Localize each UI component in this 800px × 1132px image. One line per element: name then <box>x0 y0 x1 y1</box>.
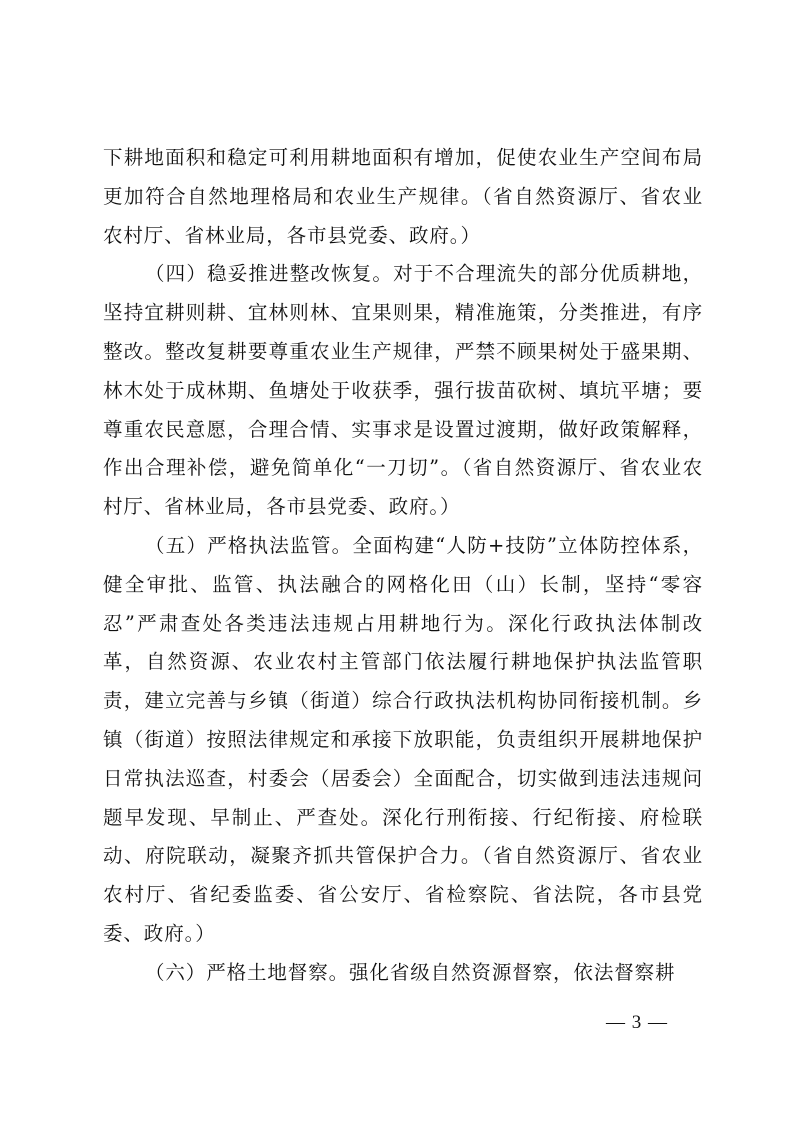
paragraph-body: 对于不合理流失的部分优质耕地，坚持宜耕则耕、宜林则林、宜果则果，精准施策，分类推进，有序整改。整改复耕要尊重农业生产规律，严禁不顾果树处于盛果期、林木处于成林期、鱼塘处于收获季，强行拔苗砍树、填坑平塘；要尊重农民意愿，合理合情、实事求是设置过渡期，做好政策解释，作出合理补偿，避免简单化“一刀切”。（省自然资源厅、省农业农村厅、省林业局，各市县党委、政府。） <box>103 262 703 519</box>
section-heading: （五）严格执法监管。 <box>145 533 353 557</box>
paragraph-section-4 <box>103 255 703 527</box>
section-heading: （六）严格土地督察。 <box>145 960 350 984</box>
paragraph-section-5 <box>103 527 703 954</box>
section-heading: （四）稳妥推进整改恢复。 <box>145 262 394 286</box>
page-number: — 3 — <box>606 1012 668 1033</box>
paragraph-continuation <box>103 139 703 255</box>
document-page <box>103 139 703 993</box>
paragraph-body: 下耕地面积和稳定可利用耕地面积有增加，促使农业生产空间布局更加符合自然地理格局和农业生产规律。（省自然资源厅、省农业农村厅、省林业局，各市县党委、政府。） <box>103 146 703 247</box>
paragraph-body: 全面构建“人防+技防”立体防控体系，健全审批、监管、执法融合的网格化田（山）长制，坚持“零容忍”严肃查处各类违法违规占用耕地行为。深化行政执法体制改革，自然资源、农业农村主管部门依法履行耕地保护执法监管职责，建立完善与乡镇（街道）综合行政执法机构协同衔接机制。乡镇（街道）按照法律规定和承接下放职能，负责组织开展耕地保护日常执法巡查，村委会（居委会）全面配合，切实做到违法违规问题早发现、早制止、严查处。深化行刑衔接、行纪衔接、府检联动、府院联动，凝聚齐抓共管保护合力。（省自然资源厅、省农业农村厅、省纪委监委、省公安厅、省检察院、省法院，各市县党委、政府。） <box>103 533 703 945</box>
paragraph-body: 强化省级自然资源督察，依法督察耕 <box>349 960 676 984</box>
paragraph-section-6 <box>103 954 703 993</box>
